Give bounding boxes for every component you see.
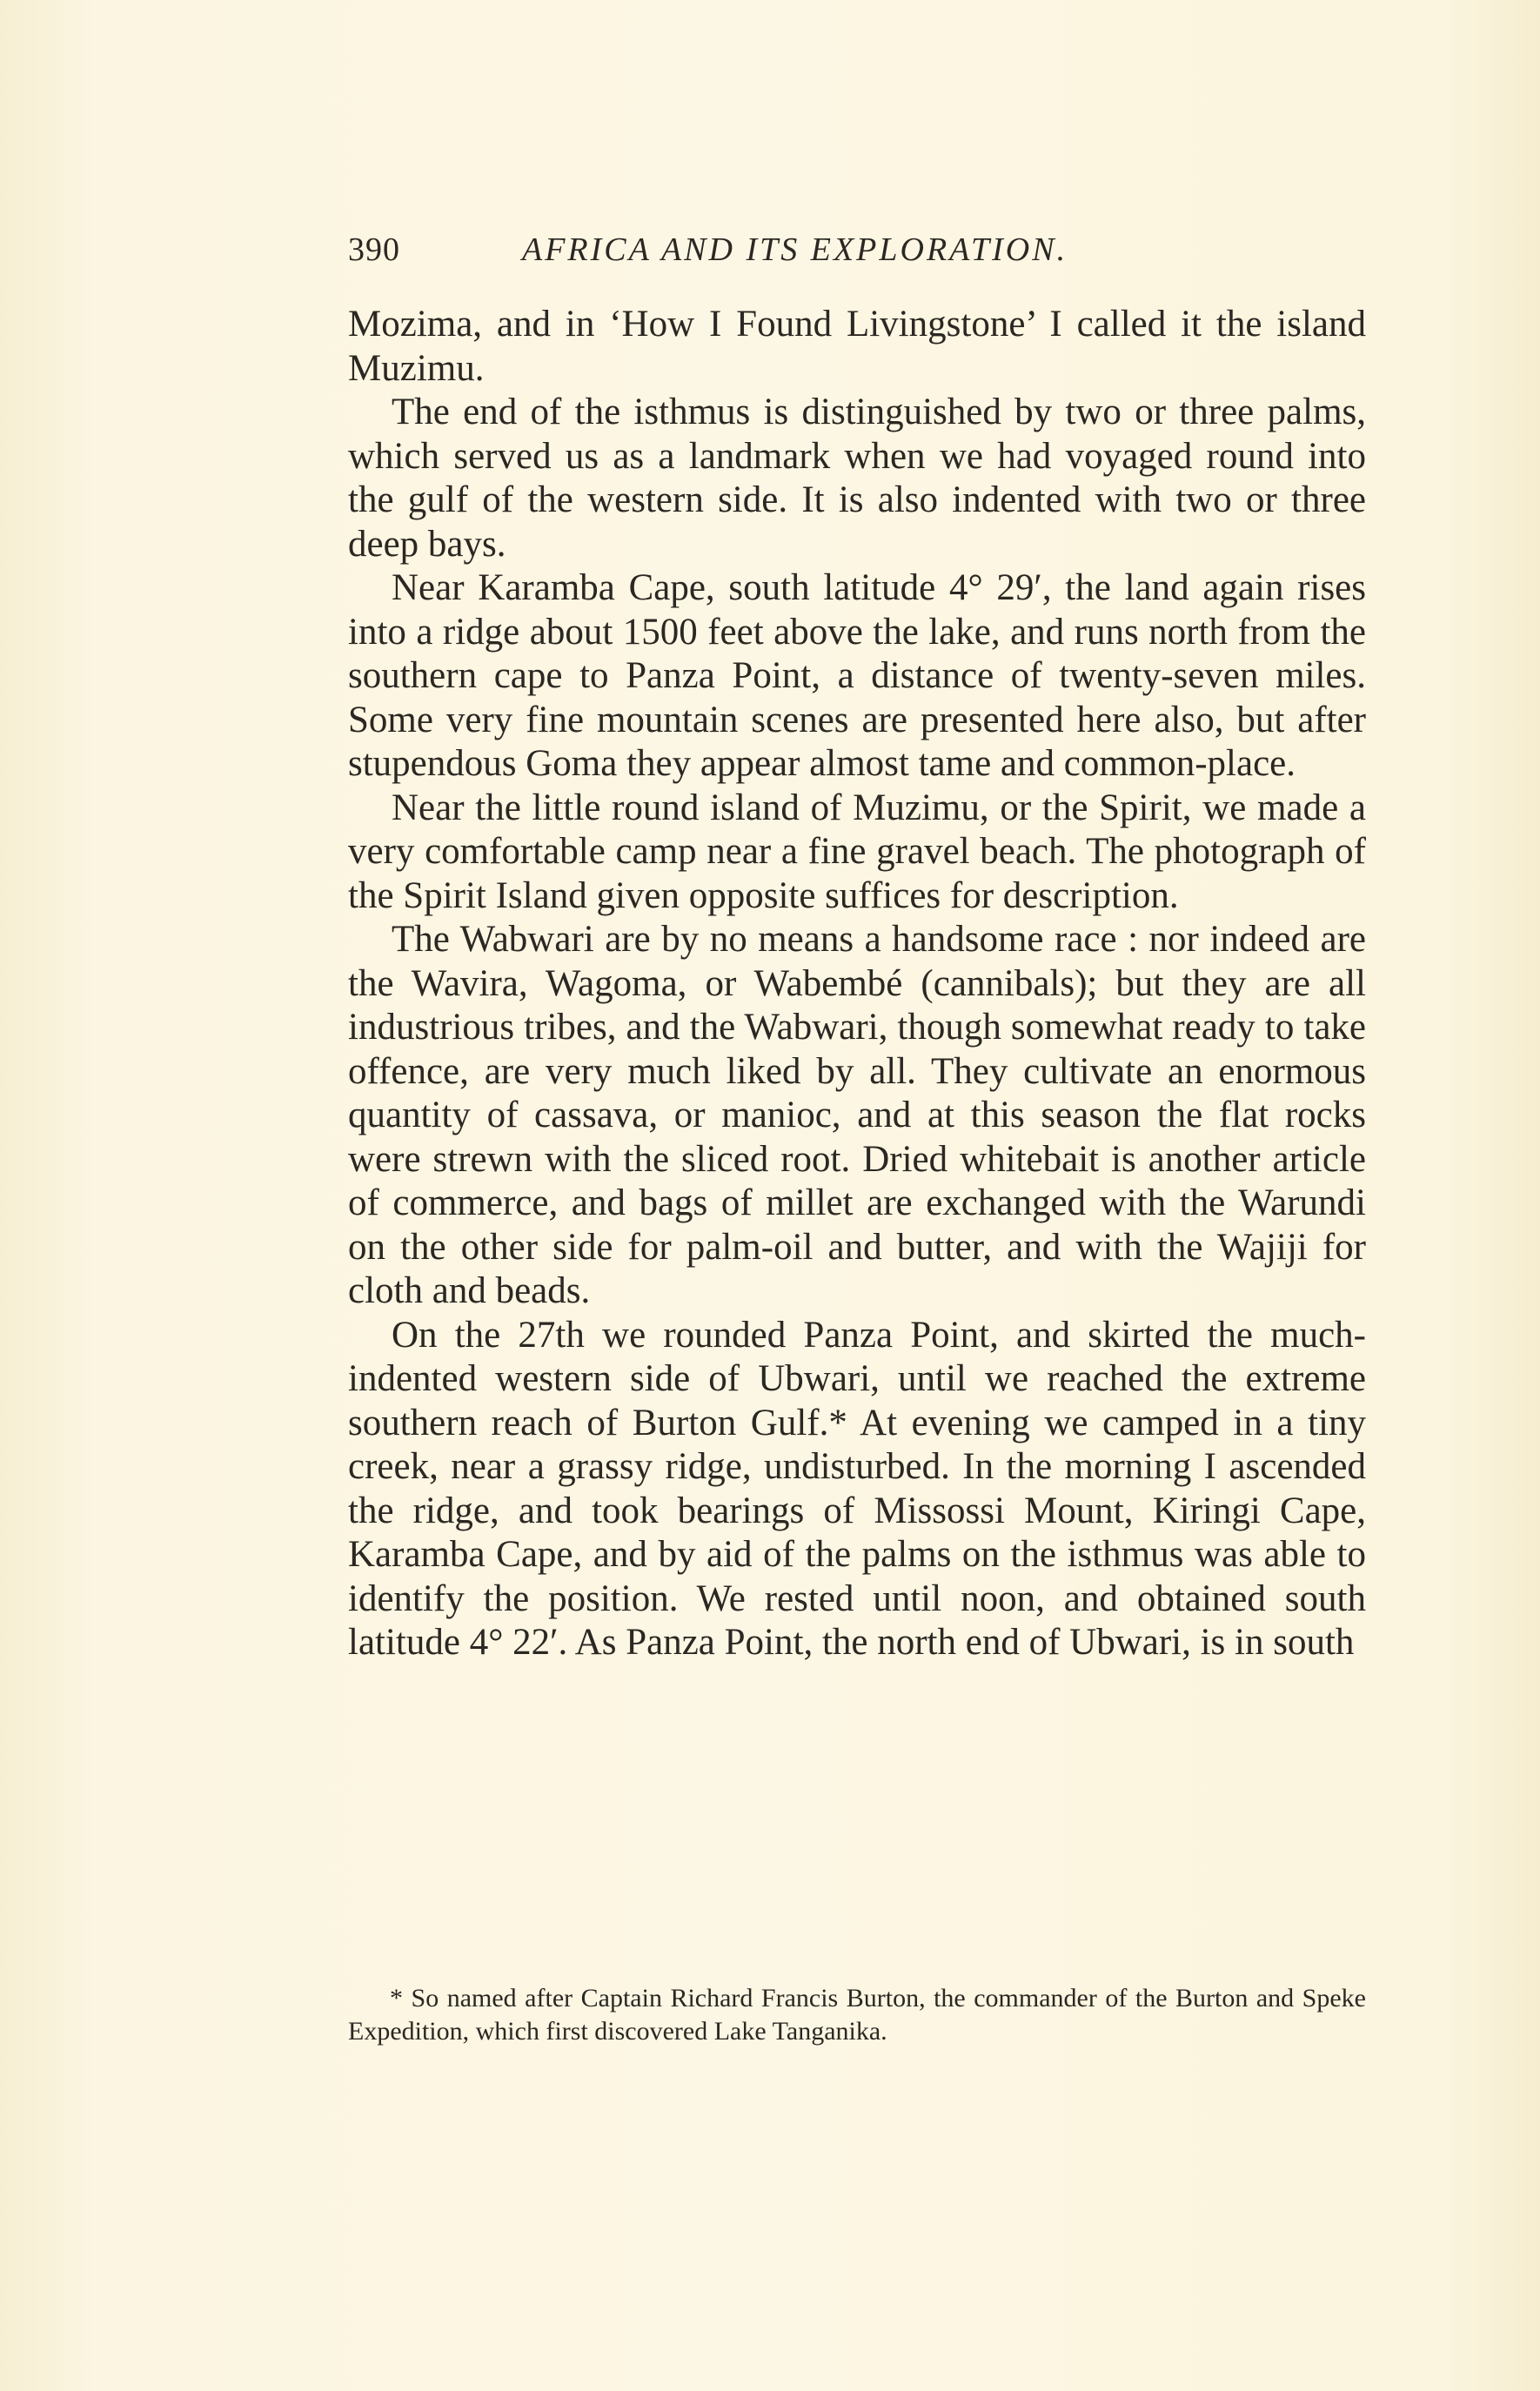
body-text <box>348 303 1366 1665</box>
paragraph-6: On the 27th we rounded Panza Point, and skirted the much-indented western side of Ubwari, until we reached the extreme southern reach of Burton Gulf.* At evening we camped in a tiny creek, near a grassy ridge, undisturbed. In the morning I ascended the ridge, and took bearings of Missossi Mount, Kiringi Cape, Karamba Cape, and by aid of the palms on the isthmus was able to identify the position. We rested until noon, and obtained south latitude 4° 22′. As Panza Point, the north end of Ubwari, is in south <box>348 1314 1366 1663</box>
page-number: 390 <box>348 231 400 268</box>
footnote: * So named after Captain Richard Francis Burton, the commander of the Burton and Speke Expedition, which first discovered Lake Tanganika. <box>348 1984 1366 2046</box>
paragraph-2: The end of the isthmus is distinguished by two or three palms, which served us as a landmark when we had voyaged round into the gulf of the western side. It is also indented with two or three deep bays. <box>348 392 1366 565</box>
running-title: AFRICA AND ITS EXPLORATION. <box>522 231 1068 268</box>
paragraph-4: Near the little round island of Muzimu, or the Spirit, we made a very comfortable camp near a fine gravel beach. The photograph of the Spirit Island given opposite suffices for description. <box>348 787 1366 916</box>
paragraph-3: Near Karamba Cape, south latitude 4° 29′, the land again rises into a ridge about 1500 feet above the lake, and runs north from the southern cape to Panza Point, a distance of twenty-seven miles. Some very fine mountain scenes are presented here also, but after stupendous Goma they appear almost tame and common-place. <box>348 567 1366 784</box>
paragraph-5: The Wabwari are by no means a handsome race : nor indeed are the Wavira, Wagoma, or Wabembé (cannibals); but they are all industrious tribes, and the Wabwari, though somewhat ready to take offence, are very much liked by all. They cultivate an enormous quantity of cassava, or manioc, and at this season the flat rocks were strewn with the sliced root. Dried whitebait is another article of commerce, and bags of millet are exchanged with the Warundi on the other side for palm-oil and butter, and with the Wajiji for cloth and beads. <box>348 919 1366 1311</box>
paragraph-1: Mozima, and in ‘How I Found Livingstone’ I called it the island Muzimu. <box>348 304 1366 389</box>
page-header <box>348 228 1366 271</box>
